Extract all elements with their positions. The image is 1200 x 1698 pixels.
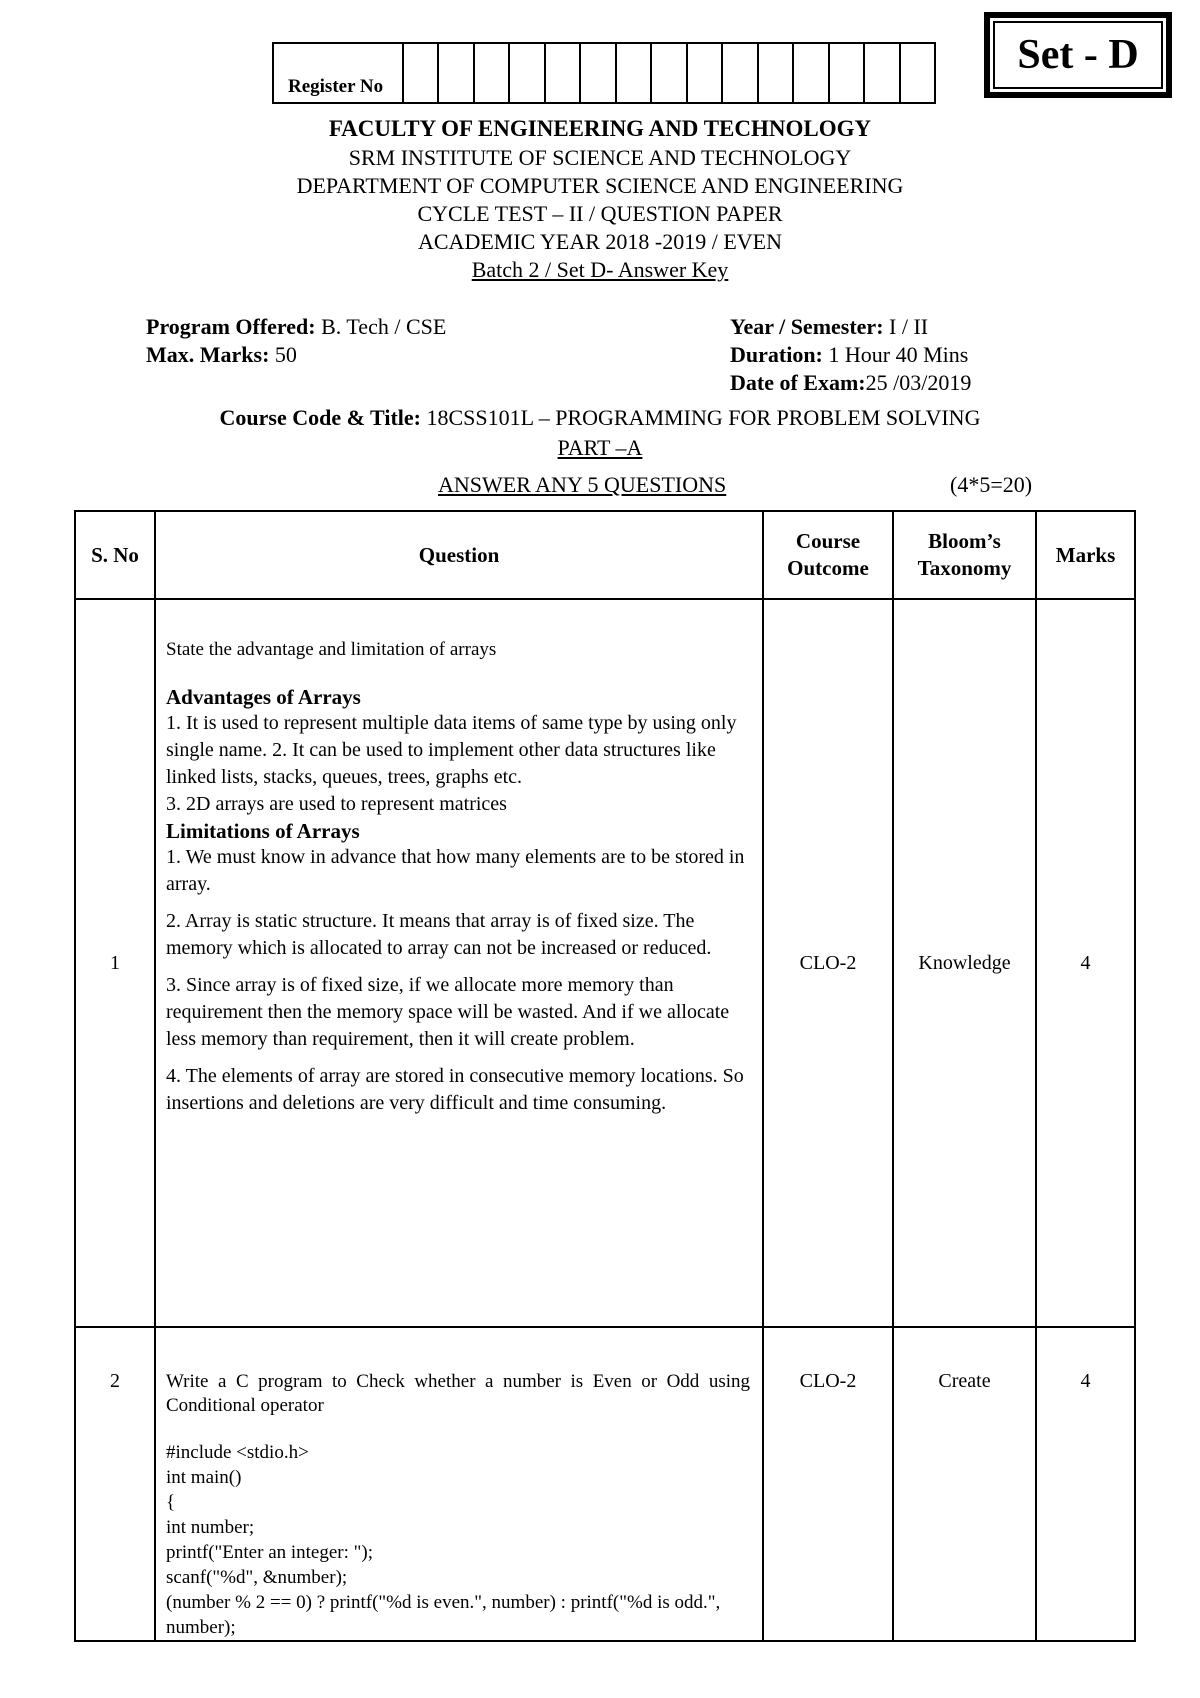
row-sno: 1 (75, 599, 155, 1327)
code-line: { (166, 1492, 176, 1513)
register-number-cells (404, 44, 934, 102)
max-marks-label: Max. Marks: (146, 342, 270, 367)
header-blooms-taxonomy (893, 511, 1036, 599)
code-block (166, 1440, 750, 1640)
course-title (0, 407, 1200, 429)
register-digit-cell (546, 44, 581, 102)
course-value: 18CSS101L – PROGRAMMING FOR PROBLEM SOLVING (426, 405, 981, 430)
row-marks: 4 (1036, 599, 1135, 1327)
register-digit-cell (581, 44, 616, 102)
date-of-exam (730, 369, 971, 397)
register-digit-cell (759, 44, 794, 102)
register-digit-cell (688, 44, 723, 102)
faculty-heading: FACULTY OF ENGINEERING AND TECHNOLOGY (328, 116, 872, 141)
advantages-point-3: 3. 2D arrays are used to represent matrices (166, 793, 507, 815)
test-heading: CYCLE TEST – II / QUESTION PAPER (417, 201, 783, 226)
register-digit-cell (617, 44, 652, 102)
advantages-text: 1. It is used to represent multiple data items of same type by using only single name. 2. It can be used to implement other data structures like linked lists, stacks, queues, trees, graphs etc. (166, 712, 737, 788)
header-co-line1: Course (795, 529, 861, 553)
table-row (75, 599, 1135, 1327)
header-marks: Marks (1036, 511, 1135, 599)
duration-label: Duration: (730, 342, 823, 367)
institute-heading: SRM INSTITUTE OF SCIENCE AND TECHNOLOGY (348, 145, 852, 170)
row-sno: 2 (75, 1327, 155, 1641)
register-number-box (272, 42, 936, 104)
meta-right (730, 313, 971, 397)
row-question (155, 599, 763, 1327)
register-digit-cell (475, 44, 510, 102)
register-digit-cell (901, 44, 934, 102)
code-line: int main() (166, 1467, 242, 1488)
program-value: B. Tech / CSE (321, 314, 447, 339)
date-label: Date of Exam: (730, 370, 866, 395)
register-digit-cell (404, 44, 439, 102)
register-digit-cell (865, 44, 900, 102)
register-digit-cell (652, 44, 687, 102)
table-row (75, 1327, 1135, 1641)
instruction-text: ANSWER ANY 5 QUESTIONS (438, 472, 727, 497)
limitation-point-4: 4. The elements of array are stored in consecutive memory locations. So insertions and deletions are very difficult and time consuming. (166, 1065, 744, 1114)
marks-formula: (4*5=20) (950, 472, 1033, 497)
code-line: #include <stdio.h> (166, 1442, 309, 1463)
register-digit-cell (723, 44, 758, 102)
question-stem: Write a C program to Check whether a number is Even or Odd using Conditional operator (166, 1371, 750, 1416)
academic-year-heading: ACADEMIC YEAR 2018 -2019 / EVEN (418, 229, 782, 254)
header-sno: S. No (75, 511, 155, 599)
header-co-line2: Outcome (787, 556, 869, 580)
register-digit-cell (510, 44, 545, 102)
max-marks-value: 50 (274, 342, 297, 367)
register-digit-cell (439, 44, 474, 102)
date-value: 25 /03/2019 (865, 370, 972, 395)
duration (730, 341, 971, 369)
code-line: (number % 2 == 0) ? printf("%d is even.", number) : printf("%d is odd.", number); (166, 1592, 725, 1638)
department-heading: DEPARTMENT OF COMPUTER SCIENCE AND ENGINEERING (296, 173, 904, 198)
row-course-outcome: CLO-2 (763, 1327, 893, 1641)
year-semester-label: Year / Semester: (730, 314, 884, 339)
question-stem: State the advantage and limitation of arrays (166, 639, 497, 660)
register-number-label: Register No (274, 44, 404, 102)
table-header-row (75, 511, 1135, 599)
code-line: printf("Enter an integer: "); (166, 1542, 374, 1563)
program-label: Program Offered: (146, 314, 316, 339)
question-table (74, 510, 1136, 1642)
row-blooms-taxonomy: Create (893, 1327, 1036, 1641)
register-digit-cell (830, 44, 865, 102)
course-label: Course Code & Title: (219, 405, 421, 430)
row-marks: 4 (1036, 1327, 1135, 1641)
row-blooms-taxonomy: Knowledge (893, 599, 1036, 1327)
part-heading: PART –A (557, 435, 643, 460)
limitation-point-2: 2. Array is static structure. It means that array is of fixed size. The memory which is allocated to array can not be increased or reduced. (166, 910, 712, 959)
header-bt-line2: Taxonomy (917, 556, 1012, 580)
duration-value: 1 Hour 40 Mins (828, 342, 969, 367)
limitations-title: Limitations of Arrays (166, 819, 360, 843)
meta-left (146, 313, 446, 369)
batch-heading: Batch 2 / Set D- Answer Key (471, 257, 729, 282)
row-question (155, 1327, 763, 1641)
limitation-point-1: 1. We must know in advance that how many elements are to be stored in array. (166, 846, 745, 895)
header-bt-line1: Bloom’s (928, 529, 1001, 553)
advantages-title: Advantages of Arrays (166, 685, 361, 709)
year-semester (730, 313, 971, 341)
program-offered (146, 313, 446, 341)
header-question: Question (155, 511, 763, 599)
register-digit-cell (794, 44, 829, 102)
header-course-outcome (763, 511, 893, 599)
year-semester-value: I / II (889, 314, 929, 339)
row-course-outcome: CLO-2 (763, 599, 893, 1327)
limitation-point-3: 3. Since array is of fixed size, if we allocate more memory than requirement then the memory space will be wasted. And if we allocate less memory than requirement, then it will create problem. (166, 974, 730, 1050)
code-line: int number; (166, 1517, 255, 1538)
set-badge-text: Set - D (993, 21, 1163, 89)
code-line: scanf("%d", &number); (166, 1567, 348, 1588)
set-badge (984, 12, 1172, 98)
max-marks (146, 341, 446, 369)
